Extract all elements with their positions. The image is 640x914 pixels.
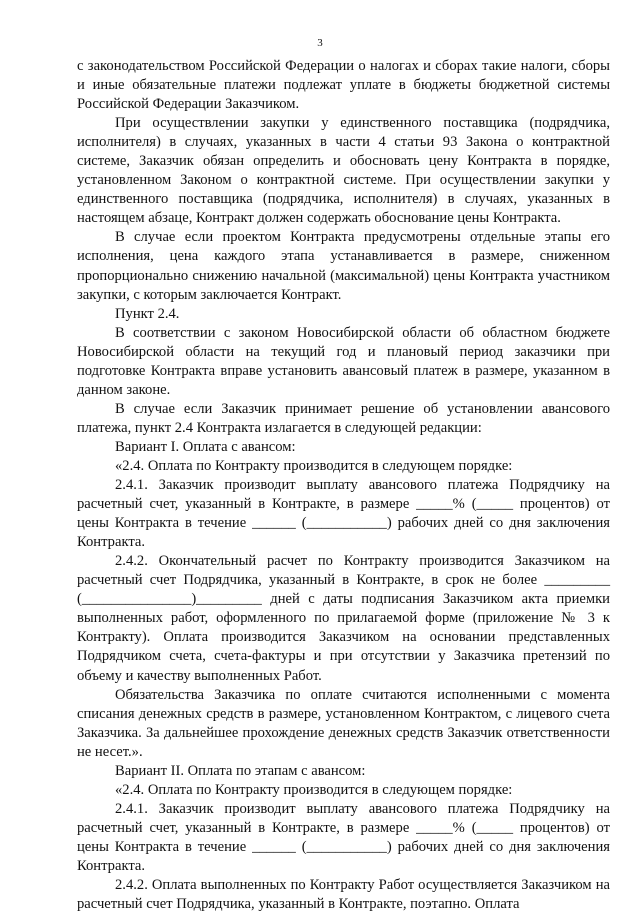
variant-2-clause-2-4: «2.4. Оплата по Контракту производится в следующем порядке: xyxy=(115,781,513,798)
paragraph-stages: В случае если проектом Контракта предусмотрены отдельные этапы его исполнения, цена каждого этапа устанавливается в размере, сниженном пропорционально снижению начальной (максимальной) цены Контракта участником закупки, с которым заключается Контракт. xyxy=(77,229,610,303)
variant-1-obligations: Обязательства Заказчика по оплате считаются исполненными с момента списания денежных средств в размере, установленном Контрактом, с лицевого счета Заказчика. За дальнейшее прохождение денежных средств Заказчик ответственности не несет.». xyxy=(77,686,610,760)
variant-1-heading: Вариант I. Оплата с авансом: xyxy=(115,438,296,455)
variant-2-clause-2-4-1: 2.4.1. Заказчик производит выплату авансового платежа Подрядчику на расчетный счет, указанный в Контракте, в размере _____% (_____ процентов) от цены Контракта в течение ______ (___________) рабочих дней со дня заключения Контракта. xyxy=(77,800,610,874)
paragraph-advance-decision: В случае если Заказчик принимает решение об установлении авансового платежа, пункт 2.4 Контракта излагается в следующей редакции: xyxy=(77,400,610,436)
variant-2-heading: Вариант II. Оплата по этапам с авансом: xyxy=(115,762,366,779)
variant-1-clause-2-4: «2.4. Оплата по Контракту производится в следующем порядке: xyxy=(115,457,513,474)
variant-1-clause-2-4-1: 2.4.1. Заказчик производит выплату авансового платежа Подрядчику на расчетный счет, указанный в Контракте, в размере _____% (_____ процентов) от цены Контракта в течение ______ (___________) рабочих дней со дня заключения Контракта. xyxy=(77,477,610,551)
paragraph-regional-law: В соответствии с законом Новосибирской области об областном бюджете Новосибирской области на текущий год и плановый период заказчики при подготовке Контракта вправе установить авансовый платеж в размере, указанном в данном законе. xyxy=(77,324,610,398)
variant-2-clause-2-4-2: 2.4.2. Оплата выполненных по Контракту Работ осуществляется Заказчиком на расчетный счет Подрядчика, указанный в Контракте, поэтапно. Оплата xyxy=(77,877,610,913)
paragraph-continuation: с законодательством Российской Федерации о налогах и сборах такие налоги, сборы и иные обязательные платежи подлежат уплате в бюджеты бюджетной системы Российской Федерации Заказчиком. xyxy=(77,58,610,113)
clause-heading-2-4: Пункт 2.4. xyxy=(115,305,180,322)
variant-1-clause-2-4-2: 2.4.2. Окончательный расчет по Контракту производится Заказчиком на расчетный счет Подрядчика, указанный в Контракте, в срок не более _________ (_______________)_________ дней с даты подписания Заказчиком акта приемки выполненных работ, оформленного по прилагаемой форме (приложение № 3 к Контракту). Оплата производится Заказчиком на основании представленных Подрядчиком счета, счета-фактуры и при отсутствии у Заказчика претензий по объему и качеству выполненных Работ. xyxy=(77,553,610,684)
paragraph-single-supplier: При осуществлении закупки у единственного поставщика (подрядчика, исполнителя) в случаях, указанных в части 4 статьи 93 Закона о контрактной системе, Заказчик обязан определить и обосновать цену Контракта в порядке, установленном Законом о контрактной системе. При осуществлении закупки у единственного поставщика (подрядчика, исполнителя) в случаях, указанных в настоящем абзаце, Контракт должен содержать обоснование цены Контракта. xyxy=(77,115,610,227)
page-number: 3 xyxy=(317,37,323,49)
document-body xyxy=(77,57,610,914)
